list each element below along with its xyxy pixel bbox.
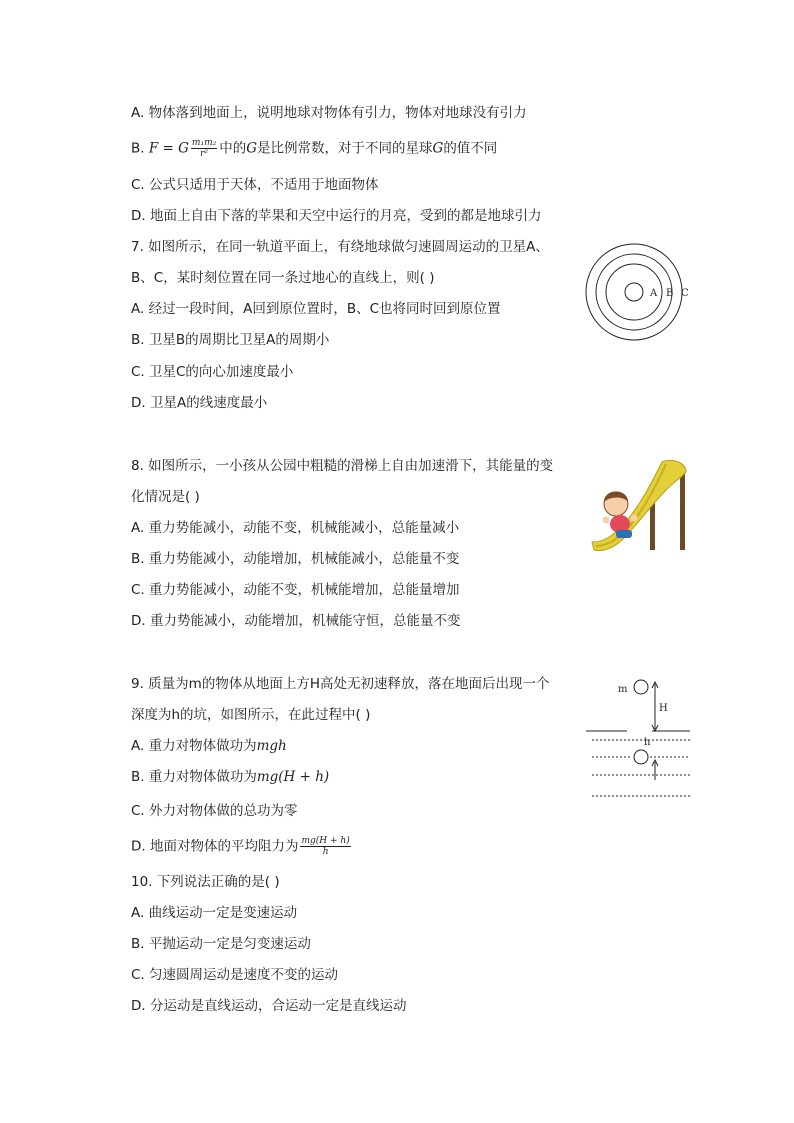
q8-option-c: C. 重力势能减小，动能不变，机械能增加，总能量增加 bbox=[131, 582, 460, 598]
q7-option-a: A. 经过一段时间，A回到原位置时，B、C也将同时回到原位置 bbox=[131, 301, 501, 317]
q10-option-d: D. 分运动是直线运动，合运动一定是直线运动 bbox=[131, 998, 407, 1014]
q6-b-eq: = G bbox=[158, 140, 189, 157]
q6-b-g2: G bbox=[432, 140, 444, 157]
q9-option-d bbox=[131, 836, 353, 857]
ball-initial bbox=[634, 680, 648, 694]
q6-option-b bbox=[131, 138, 497, 159]
q9-option-b bbox=[131, 767, 329, 787]
height-label-H: H bbox=[659, 703, 668, 714]
q9-a-expression: mgh bbox=[256, 738, 287, 754]
child-legs bbox=[616, 530, 632, 538]
child-left-hand bbox=[603, 517, 610, 524]
q8-slide-figure bbox=[590, 458, 692, 558]
q8-stem-line2: 化情况是( ) bbox=[131, 489, 200, 505]
depth-label-h: h bbox=[644, 737, 651, 748]
q6-b-g1: G bbox=[246, 140, 258, 157]
q8-stem-line1: 8. 如图所示，一小孩从公园中粗糙的滑梯上自由加速滑下，其能量的变 bbox=[131, 458, 554, 474]
q6-b-rest2: 是比例常数，对于不同的星球 bbox=[257, 140, 433, 157]
q9-stem-line2: 深度为h的坑，如图所示，在此过程中( ) bbox=[131, 707, 371, 723]
q7-option-d: D. 卫星A的线速度最小 bbox=[131, 395, 268, 411]
q6-b-denominator: r² bbox=[200, 149, 209, 159]
mass-label: m bbox=[618, 684, 628, 695]
earth-circle bbox=[625, 283, 643, 301]
q10-option-a: A. 曲线运动一定是变速运动 bbox=[131, 905, 298, 921]
slide-ladder-post bbox=[680, 468, 685, 550]
q7-orbit-figure bbox=[584, 238, 694, 348]
child-right-hand bbox=[631, 515, 638, 522]
q9-b-prefix: B. 重力对物体做功为 bbox=[131, 769, 257, 785]
q9-stem-line1: 9. 质量为m的物体从地面上方H高处无初速释放，落在地面后出现一个 bbox=[131, 676, 550, 692]
q9-d-denominator: h bbox=[322, 847, 329, 857]
q10-option-b: B. 平抛运动一定是匀变速运动 bbox=[131, 936, 311, 952]
q10-stem: 10. 下列说法正确的是( ) bbox=[131, 874, 280, 890]
q8-option-b: B. 重力势能减小，动能增加，机械能减小，总能量不变 bbox=[131, 551, 460, 567]
q7-stem-line1: 7. 如图所示，在同一轨道平面上，有绕地球做匀速圆周运动的卫星A、 bbox=[131, 239, 549, 255]
q6-option-d: D. 地面上自由下落的苹果和天空中运行的月亮，受到的都是地球引力 bbox=[131, 208, 542, 224]
q6-b-rest1: 中的 bbox=[219, 140, 247, 157]
q10-option-c: C. 匀速圆周运动是速度不变的运动 bbox=[131, 967, 339, 983]
q6-b-fraction bbox=[191, 138, 217, 159]
orbit-middle bbox=[596, 254, 672, 330]
q7-option-c: C. 卫星C的向心加速度最小 bbox=[131, 364, 294, 380]
q7-stem-line2: B、C，某时刻位置在同一条过地心的直线上，则( ) bbox=[131, 270, 435, 286]
q9-pit-figure bbox=[584, 676, 694, 802]
q6-b-prefix: B. bbox=[131, 140, 149, 157]
q8-option-a: A. 重力势能减小，动能不变，机械能减小，总能量减小 bbox=[131, 520, 460, 536]
q9-a-prefix: A. 重力对物体做功为 bbox=[131, 738, 257, 754]
q9-b-expression: mg(H + h) bbox=[256, 769, 330, 785]
satellite-c-label: C bbox=[681, 288, 689, 299]
q6-b-numerator: m₁m₂ bbox=[191, 138, 217, 148]
q6-option-a: A. 物体落到地面上，说明地球对物体有引力，物体对地球没有引力 bbox=[131, 105, 527, 121]
satellite-a-label: A bbox=[650, 288, 658, 299]
q6-b-rest3: 的值不同 bbox=[443, 140, 498, 157]
q6-b-f: F bbox=[148, 140, 159, 157]
satellite-b-label: B bbox=[666, 288, 674, 299]
q9-d-numerator: mg(H + h) bbox=[301, 836, 350, 846]
q9-d-fraction bbox=[300, 836, 350, 857]
q9-d-prefix: D. 地面对物体的平均阻力为 bbox=[131, 838, 299, 855]
q9-option-c: C. 外力对物体做的总功为零 bbox=[131, 803, 298, 819]
q7-option-b: B. 卫星B的周期比卫星A的周期小 bbox=[131, 332, 330, 348]
ball-final bbox=[634, 750, 648, 764]
q9-option-a bbox=[131, 736, 287, 756]
q6-option-c: C. 公式只适用于天体，不适用于地面物体 bbox=[131, 177, 379, 193]
q8-option-d: D. 重力势能减小，动能增加，机械能守恒，总能量不变 bbox=[131, 613, 461, 629]
